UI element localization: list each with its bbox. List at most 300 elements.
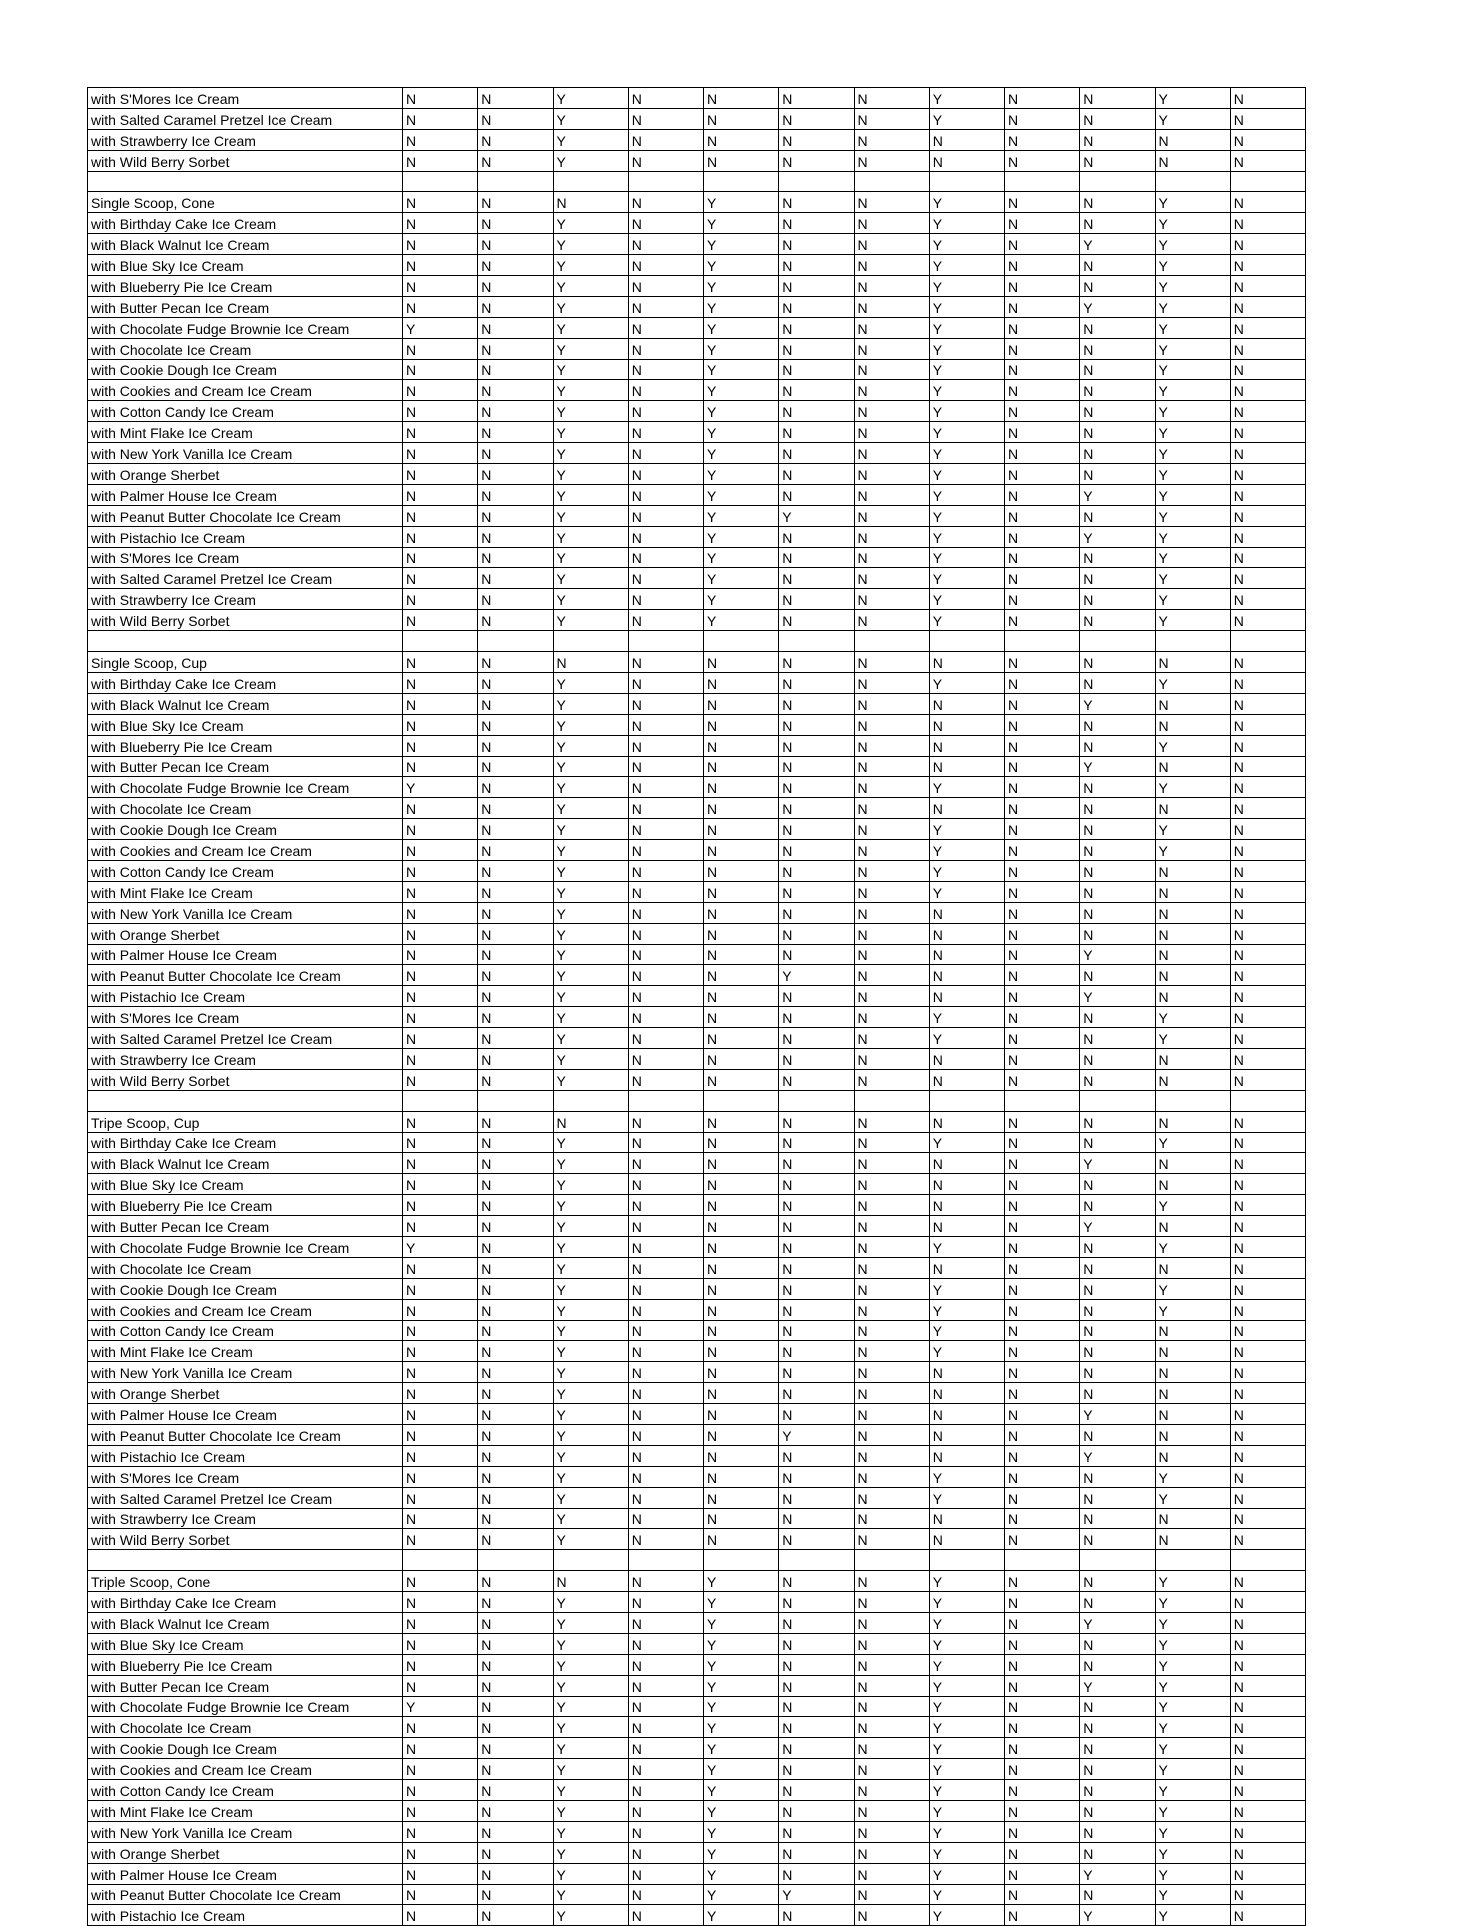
- flag-cell: N: [628, 652, 703, 673]
- flag-cell: Y: [1155, 359, 1230, 380]
- flag-cell: N: [854, 756, 929, 777]
- flag-cell: Y: [1080, 296, 1155, 317]
- flag-cell: N: [403, 1654, 478, 1675]
- flag-cell: N: [854, 380, 929, 401]
- flag-cell: N: [1005, 652, 1080, 673]
- flag-cell: N: [929, 1529, 1004, 1550]
- flag-cell: N: [1080, 589, 1155, 610]
- flag-cell: N: [779, 1592, 854, 1613]
- flag-cell: N: [854, 317, 929, 338]
- flag-cell: Y: [1155, 777, 1230, 798]
- flag-cell: N: [1155, 1341, 1230, 1362]
- flag-cell: Y: [704, 380, 779, 401]
- item-name-cell: with Blue Sky Ice Cream: [88, 255, 403, 276]
- flag-cell: N: [403, 108, 478, 129]
- flag-cell: Y: [1155, 1487, 1230, 1508]
- flag-cell: Y: [704, 192, 779, 213]
- flag-cell: Y: [1080, 1905, 1155, 1926]
- flag-cell: N: [854, 1633, 929, 1654]
- flag-cell: Y: [553, 1445, 628, 1466]
- flag-cell: N: [704, 1174, 779, 1195]
- flag-cell: N: [1230, 1529, 1305, 1550]
- flag-cell: N: [1080, 1466, 1155, 1487]
- flag-cell: N: [478, 1425, 553, 1446]
- flag-cell: N: [478, 1717, 553, 1738]
- flag-cell: N: [1230, 1048, 1305, 1069]
- flag-cell: N: [1080, 338, 1155, 359]
- flag-cell: Y: [929, 88, 1004, 109]
- flag-cell: N: [1005, 1801, 1080, 1822]
- flag-cell: N: [779, 652, 854, 673]
- flag-cell: N: [1080, 923, 1155, 944]
- flag-cell: N: [779, 1466, 854, 1487]
- flag-cell: N: [929, 756, 1004, 777]
- flag-cell: [1005, 171, 1080, 192]
- flag-cell: N: [1155, 1048, 1230, 1069]
- flag-cell: N: [1005, 1905, 1080, 1926]
- item-name-cell: with Blue Sky Ice Cream: [88, 1633, 403, 1654]
- flag-cell: N: [478, 1111, 553, 1132]
- flag-cell: N: [1230, 986, 1305, 1007]
- flag-cell: Y: [1080, 1675, 1155, 1696]
- flag-cell: N: [628, 422, 703, 443]
- flag-cell: Y: [929, 1738, 1004, 1759]
- flag-cell: N: [1155, 652, 1230, 673]
- flag-cell: Y: [553, 1216, 628, 1237]
- flag-cell: N: [1005, 1445, 1080, 1466]
- flag-cell: N: [929, 1508, 1004, 1529]
- flag-cell: N: [1080, 1257, 1155, 1278]
- flag-cell: N: [403, 150, 478, 171]
- flag-cell: Y: [553, 213, 628, 234]
- flag-cell: Y: [929, 840, 1004, 861]
- flag-cell: Y: [553, 1195, 628, 1216]
- flag-cell: N: [1005, 1320, 1080, 1341]
- flag-cell: Y: [553, 1404, 628, 1425]
- item-name-cell: with Mint Flake Ice Cream: [88, 881, 403, 902]
- flag-cell: N: [1230, 1362, 1305, 1383]
- flag-cell: N: [929, 129, 1004, 150]
- table-row: [88, 1487, 1306, 1508]
- flag-cell: N: [1005, 484, 1080, 505]
- flag-cell: N: [1080, 1529, 1155, 1550]
- flag-cell: N: [1005, 1842, 1080, 1863]
- flag-cell: N: [478, 840, 553, 861]
- flag-cell: N: [779, 1341, 854, 1362]
- flag-cell: N: [704, 986, 779, 1007]
- flag-cell: N: [478, 777, 553, 798]
- flag-cell: Y: [1155, 1842, 1230, 1863]
- flag-cell: Y: [929, 526, 1004, 547]
- flag-cell: Y: [1155, 1028, 1230, 1049]
- flag-cell: Y: [1155, 443, 1230, 464]
- table-row: [88, 860, 1306, 881]
- item-name-cell: with New York Vanilla Ice Cream: [88, 1821, 403, 1842]
- flag-cell: N: [1155, 1320, 1230, 1341]
- flag-cell: Y: [1155, 380, 1230, 401]
- flag-cell: N: [403, 610, 478, 631]
- flag-cell: Y: [1155, 234, 1230, 255]
- flag-cell: N: [628, 150, 703, 171]
- flag-cell: N: [1230, 1780, 1305, 1801]
- flag-cell: N: [1155, 986, 1230, 1007]
- flag-cell: N: [1005, 296, 1080, 317]
- flag-cell: N: [1230, 338, 1305, 359]
- flag-cell: N: [779, 1195, 854, 1216]
- flag-cell: Y: [704, 255, 779, 276]
- flag-cell: N: [1230, 1236, 1305, 1257]
- flag-cell: Y: [553, 1738, 628, 1759]
- flag-cell: N: [628, 1613, 703, 1634]
- flag-cell: N: [1155, 965, 1230, 986]
- item-name-cell: Single Scoop, Cone: [88, 192, 403, 213]
- flag-cell: N: [1005, 693, 1080, 714]
- flag-cell: [1155, 631, 1230, 652]
- flag-cell: N: [1080, 1696, 1155, 1717]
- flag-cell: Y: [929, 422, 1004, 443]
- flag-cell: N: [1230, 1738, 1305, 1759]
- flag-cell: N: [779, 296, 854, 317]
- flag-cell: N: [628, 1404, 703, 1425]
- item-name-cell: with Strawberry Ice Cream: [88, 589, 403, 610]
- flag-cell: N: [929, 1257, 1004, 1278]
- flag-cell: N: [779, 1236, 854, 1257]
- item-name-cell: with Salted Caramel Pretzel Ice Cream: [88, 1487, 403, 1508]
- flag-cell: N: [478, 1780, 553, 1801]
- item-name-cell: with Butter Pecan Ice Cream: [88, 756, 403, 777]
- flag-cell: N: [704, 1257, 779, 1278]
- flag-cell: N: [704, 1445, 779, 1466]
- flag-cell: N: [628, 1696, 703, 1717]
- flag-cell: N: [628, 1257, 703, 1278]
- flag-cell: Y: [779, 1884, 854, 1905]
- table-row: [88, 338, 1306, 359]
- item-name-cell: with Cookie Dough Ice Cream: [88, 359, 403, 380]
- flag-cell: N: [478, 672, 553, 693]
- flag-cell: N: [854, 1362, 929, 1383]
- flag-cell: Y: [1155, 672, 1230, 693]
- flag-cell: N: [403, 1613, 478, 1634]
- table-row: [88, 819, 1306, 840]
- flag-cell: N: [1230, 1028, 1305, 1049]
- flag-cell: N: [1230, 192, 1305, 213]
- flag-cell: Y: [553, 1069, 628, 1090]
- table-row: [88, 1738, 1306, 1759]
- flag-cell: N: [704, 1341, 779, 1362]
- flag-cell: N: [1005, 1863, 1080, 1884]
- flag-cell: Y: [704, 1592, 779, 1613]
- flag-cell: N: [403, 1445, 478, 1466]
- flag-cell: [1005, 631, 1080, 652]
- flag-cell: Y: [929, 380, 1004, 401]
- flag-cell: N: [1080, 255, 1155, 276]
- flag-cell: N: [1080, 1821, 1155, 1842]
- flag-cell: N: [1080, 860, 1155, 881]
- flag-cell: N: [1080, 192, 1155, 213]
- flag-cell: [929, 1090, 1004, 1111]
- table-row: [88, 526, 1306, 547]
- flag-cell: N: [779, 213, 854, 234]
- flag-cell: N: [1230, 944, 1305, 965]
- item-name-cell: with Chocolate Ice Cream: [88, 1717, 403, 1738]
- table-row: [88, 1257, 1306, 1278]
- flag-cell: N: [1230, 1153, 1305, 1174]
- flag-cell: N: [854, 1884, 929, 1905]
- flag-cell: N: [1005, 1654, 1080, 1675]
- flag-cell: N: [1230, 1320, 1305, 1341]
- flag-cell: Y: [779, 965, 854, 986]
- flag-cell: N: [779, 1048, 854, 1069]
- flag-cell: N: [1080, 129, 1155, 150]
- flag-cell: [704, 1550, 779, 1571]
- flag-cell: N: [478, 1863, 553, 1884]
- flag-cell: N: [1005, 1362, 1080, 1383]
- flag-cell: Y: [553, 380, 628, 401]
- flag-cell: Y: [1155, 610, 1230, 631]
- flag-cell: N: [1230, 1195, 1305, 1216]
- flag-cell: N: [1005, 401, 1080, 422]
- flag-cell: N: [929, 923, 1004, 944]
- flag-cell: N: [704, 1299, 779, 1320]
- flag-cell: N: [1230, 547, 1305, 568]
- flag-cell: N: [628, 1069, 703, 1090]
- flag-cell: N: [1005, 1780, 1080, 1801]
- flag-cell: N: [854, 1487, 929, 1508]
- item-name-cell: with Orange Sherbet: [88, 1383, 403, 1404]
- flag-cell: Y: [704, 1821, 779, 1842]
- flag-cell: N: [779, 1257, 854, 1278]
- item-name-cell: with Blueberry Pie Ice Cream: [88, 1195, 403, 1216]
- flag-cell: N: [779, 568, 854, 589]
- table-row: [88, 1717, 1306, 1738]
- flag-cell: Y: [929, 568, 1004, 589]
- flag-cell: N: [628, 1216, 703, 1237]
- item-name-cell: with S'Mores Ice Cream: [88, 88, 403, 109]
- flag-cell: Y: [1155, 1780, 1230, 1801]
- flag-cell: N: [628, 1174, 703, 1195]
- flag-cell: Y: [929, 401, 1004, 422]
- item-name-cell: with Salted Caramel Pretzel Ice Cream: [88, 1028, 403, 1049]
- flag-cell: N: [1080, 1299, 1155, 1320]
- flag-cell: N: [478, 1341, 553, 1362]
- flag-cell: [929, 631, 1004, 652]
- flag-cell: N: [478, 652, 553, 673]
- flag-cell: N: [1080, 1759, 1155, 1780]
- flag-cell: Y: [553, 1842, 628, 1863]
- flag-cell: Y: [704, 547, 779, 568]
- flag-cell: N: [854, 1508, 929, 1529]
- flag-cell: N: [403, 589, 478, 610]
- flag-cell: Y: [1080, 944, 1155, 965]
- item-name-cell: with Cookie Dough Ice Cream: [88, 1278, 403, 1299]
- flag-cell: N: [1005, 1613, 1080, 1634]
- table-row: [88, 443, 1306, 464]
- item-name-cell: with Palmer House Ice Cream: [88, 1404, 403, 1425]
- flag-cell: N: [628, 1487, 703, 1508]
- flag-cell: Y: [553, 986, 628, 1007]
- item-name-cell: [88, 631, 403, 652]
- flag-cell: N: [704, 1132, 779, 1153]
- flag-cell: N: [628, 380, 703, 401]
- flag-cell: Y: [704, 589, 779, 610]
- flag-cell: N: [1080, 1487, 1155, 1508]
- flag-cell: N: [1080, 1174, 1155, 1195]
- flag-cell: N: [403, 1675, 478, 1696]
- flag-cell: Y: [929, 359, 1004, 380]
- flag-cell: N: [1230, 881, 1305, 902]
- flag-cell: N: [628, 1320, 703, 1341]
- flag-cell: N: [628, 443, 703, 464]
- flag-cell: N: [403, 568, 478, 589]
- flag-cell: Y: [704, 484, 779, 505]
- flag-cell: N: [403, 1592, 478, 1613]
- flag-cell: Y: [1080, 986, 1155, 1007]
- item-name-cell: with Wild Berry Sorbet: [88, 610, 403, 631]
- flag-cell: N: [854, 1696, 929, 1717]
- flag-cell: [854, 1550, 929, 1571]
- flag-cell: N: [478, 923, 553, 944]
- flag-cell: N: [779, 1780, 854, 1801]
- flag-cell: N: [553, 1571, 628, 1592]
- flag-cell: Y: [1080, 1445, 1155, 1466]
- flag-cell: Y: [553, 526, 628, 547]
- item-name-cell: with Peanut Butter Chocolate Ice Cream: [88, 1884, 403, 1905]
- flag-cell: N: [1005, 777, 1080, 798]
- flag-cell: Y: [929, 1633, 1004, 1654]
- flag-cell: N: [1080, 1341, 1155, 1362]
- flag-cell: N: [854, 1132, 929, 1153]
- flag-cell: N: [628, 1007, 703, 1028]
- flag-cell: Y: [1080, 1153, 1155, 1174]
- flag-cell: N: [628, 1445, 703, 1466]
- flag-cell: N: [1005, 234, 1080, 255]
- flag-cell: N: [779, 276, 854, 297]
- flag-cell: [1005, 1090, 1080, 1111]
- flag-cell: N: [1080, 547, 1155, 568]
- flag-cell: Y: [1155, 338, 1230, 359]
- flag-cell: N: [628, 1801, 703, 1822]
- flag-cell: Y: [704, 1905, 779, 1926]
- flag-cell: N: [1080, 1738, 1155, 1759]
- flag-cell: Y: [1155, 464, 1230, 485]
- item-name-cell: with S'Mores Ice Cream: [88, 547, 403, 568]
- flag-cell: N: [478, 568, 553, 589]
- flag-cell: N: [628, 1048, 703, 1069]
- flag-cell: N: [1005, 547, 1080, 568]
- flag-cell: N: [1230, 1216, 1305, 1237]
- table-row: [88, 1675, 1306, 1696]
- flag-cell: N: [628, 1341, 703, 1362]
- flag-cell: N: [628, 965, 703, 986]
- table-row: [88, 777, 1306, 798]
- flag-cell: N: [929, 150, 1004, 171]
- flag-cell: Y: [553, 610, 628, 631]
- flag-cell: N: [1080, 1278, 1155, 1299]
- flag-cell: N: [478, 338, 553, 359]
- flag-cell: N: [779, 359, 854, 380]
- flag-cell: Y: [553, 88, 628, 109]
- flag-cell: N: [403, 276, 478, 297]
- flag-cell: N: [1080, 965, 1155, 986]
- flag-cell: N: [929, 1048, 1004, 1069]
- flag-cell: N: [779, 401, 854, 422]
- flag-cell: N: [1005, 1404, 1080, 1425]
- flag-cell: [704, 1090, 779, 1111]
- flag-cell: N: [704, 1153, 779, 1174]
- flag-cell: N: [704, 840, 779, 861]
- flag-cell: N: [1080, 443, 1155, 464]
- flag-cell: N: [779, 1801, 854, 1822]
- flag-cell: N: [704, 1466, 779, 1487]
- flag-cell: N: [628, 484, 703, 505]
- flag-cell: N: [704, 1404, 779, 1425]
- flag-cell: N: [854, 443, 929, 464]
- flag-cell: [478, 171, 553, 192]
- flag-cell: N: [478, 380, 553, 401]
- flag-cell: N: [1155, 756, 1230, 777]
- flag-cell: Y: [704, 422, 779, 443]
- item-name-cell: with Black Walnut Ice Cream: [88, 1153, 403, 1174]
- table-row: [88, 1320, 1306, 1341]
- flag-cell: Y: [1155, 1299, 1230, 1320]
- flag-cell: Y: [553, 1048, 628, 1069]
- flag-cell: N: [403, 1257, 478, 1278]
- flag-cell: Y: [1155, 88, 1230, 109]
- flag-cell: N: [1155, 798, 1230, 819]
- flag-cell: Y: [929, 1717, 1004, 1738]
- flag-cell: N: [854, 1341, 929, 1362]
- flag-cell: Y: [929, 484, 1004, 505]
- flag-cell: Y: [553, 129, 628, 150]
- flag-cell: N: [854, 610, 929, 631]
- flag-cell: N: [478, 1738, 553, 1759]
- item-name-cell: with Salted Caramel Pretzel Ice Cream: [88, 108, 403, 129]
- flag-cell: N: [854, 108, 929, 129]
- flag-cell: Y: [1155, 1905, 1230, 1926]
- table-row: [88, 1341, 1306, 1362]
- flag-cell: Y: [929, 1863, 1004, 1884]
- flag-cell: N: [1230, 150, 1305, 171]
- flag-cell: N: [1080, 213, 1155, 234]
- flag-cell: N: [779, 1028, 854, 1049]
- flag-cell: N: [1230, 735, 1305, 756]
- flag-cell: Y: [929, 610, 1004, 631]
- flag-cell: Y: [1155, 1821, 1230, 1842]
- flag-cell: N: [628, 860, 703, 881]
- flag-cell: N: [628, 1717, 703, 1738]
- flag-cell: N: [1230, 1863, 1305, 1884]
- flag-cell: N: [1230, 693, 1305, 714]
- flag-cell: N: [854, 1216, 929, 1237]
- flag-cell: N: [628, 1466, 703, 1487]
- flag-cell: N: [478, 547, 553, 568]
- table-row: [88, 1216, 1306, 1237]
- item-name-cell: with Strawberry Ice Cream: [88, 1508, 403, 1529]
- flag-cell: N: [478, 1592, 553, 1613]
- flag-cell: N: [1080, 1717, 1155, 1738]
- flag-cell: [403, 171, 478, 192]
- flag-cell: Y: [553, 881, 628, 902]
- flag-cell: N: [1005, 317, 1080, 338]
- flag-cell: N: [1230, 1717, 1305, 1738]
- item-name-cell: with Cookies and Cream Ice Cream: [88, 380, 403, 401]
- flag-cell: N: [1080, 108, 1155, 129]
- flag-cell: N: [1005, 192, 1080, 213]
- flag-cell: N: [1080, 1236, 1155, 1257]
- table-row: [88, 1007, 1306, 1028]
- section-header-row: [88, 1571, 1306, 1592]
- flag-cell: Y: [1155, 484, 1230, 505]
